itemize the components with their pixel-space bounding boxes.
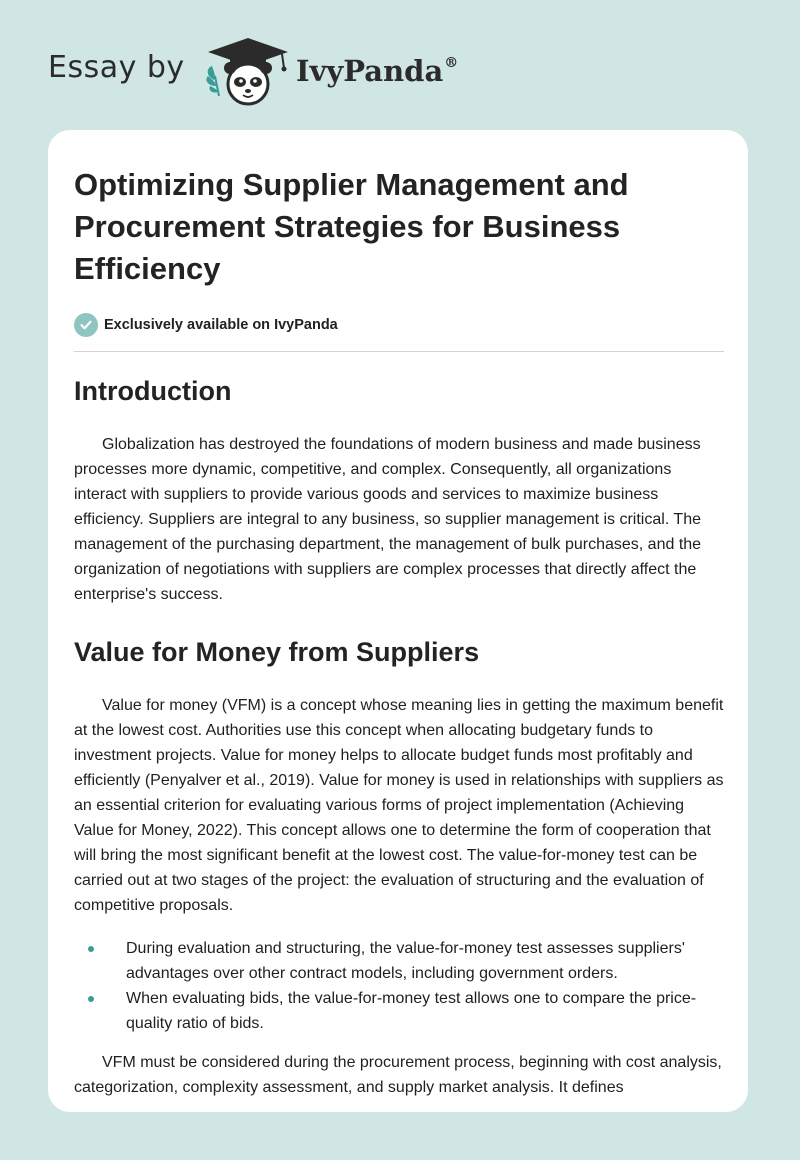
check-circle-icon (74, 313, 98, 337)
list-item-text: When evaluating bids, the value-for-money test allows one to compare the price-quality ratio of bids. (126, 990, 697, 1032)
exclusive-badge (74, 312, 724, 338)
registered-mark: ® (444, 55, 459, 71)
exclusive-badge-label: Exclusively available on IvyPanda (104, 317, 338, 333)
section-heading-introduction: Introduction (74, 376, 232, 406)
bullet-list (74, 936, 724, 1036)
bullet-dot (88, 996, 94, 1002)
introduction-paragraph: Globalization has destroyed the foundations of modern business and made business processes more dynamic, competitive, and complex. Consequently, all organizations interact with suppliers to provide various goods and services to maximize business efficiency. Suppliers are integral to any business, so supplier management is critical. The management of the purchasing department, the management of bulk purchases, and the organization of negotiations with suppliers are complex processes that directly affect the enterprise's success. (74, 436, 702, 603)
article-card (48, 130, 748, 1112)
brand-logo-text[interactable]: IvyPanda® (296, 54, 459, 88)
section-heading-value-for-money: Value for Money from Suppliers (74, 637, 480, 667)
divider (74, 351, 724, 352)
list-item-text: During evaluation and structuring, the value-for-money test assesses suppliers' advantages over other contract models, including government orders. (126, 940, 685, 982)
bullet-dot (88, 946, 94, 952)
list-item (74, 936, 724, 986)
essay-by-label: Essay by (48, 50, 185, 85)
site-header (0, 0, 800, 130)
value-for-money-paragraph: Value for money (VFM) is a concept whose meaning lies in getting the maximum benefit at the lowest cost. Authorities use this concept when allocating budgetary funds to investment projects. Value for money helps to allocate budget funds most profitably and efficiently (Penyalver et al., 2019). Value for money is used in relationships with suppliers as an essential criterion for evaluating various forms of project implementation (Achieving Value for Money, 2022). This concept allows one to determine the form of cooperation that will bring the most significant benefit at the lowest cost. The value-for-money test can be carried out at two stages of the project: the evaluation of structuring and the evaluation of competitive proposals. (74, 697, 724, 914)
closing-paragraph: VFM must be considered during the procurement process, beginning with cost analysis, categorization, complexity assessment, and supply market analysis. It defines (74, 1054, 722, 1096)
panda-logo-icon[interactable] (200, 36, 296, 108)
article-title: Optimizing Supplier Management and Procurement Strategies for Business Efficiency (74, 167, 629, 286)
list-item (74, 986, 724, 1036)
